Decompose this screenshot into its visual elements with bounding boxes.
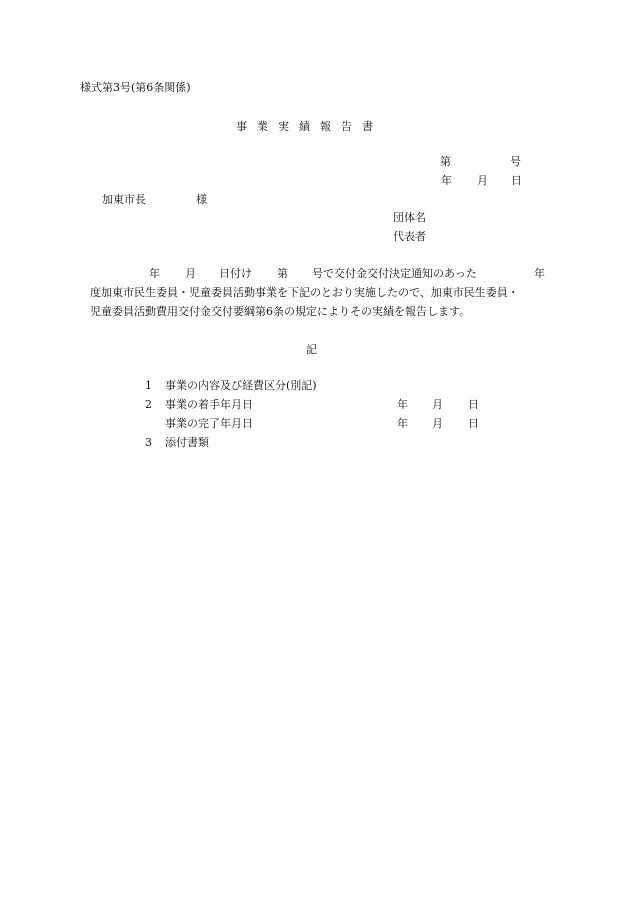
- rep-label: 代表者: [393, 230, 426, 243]
- item-text: 事業の内容及び経費区分(別記): [165, 379, 317, 392]
- item-number: 2: [145, 398, 152, 411]
- body-line2: 度加東市民生委員・児童委員活動事業を下記のとおり実施したので、加東市民生委員・: [90, 286, 519, 299]
- doc-number-prefix: 第: [440, 155, 451, 168]
- body-no-prefix: 第: [277, 267, 288, 280]
- date-year: 年: [441, 174, 452, 187]
- date-day: 日: [511, 174, 522, 187]
- date-month: 月: [477, 174, 488, 187]
- body-month: 月: [185, 267, 196, 280]
- item-number: 1: [145, 379, 152, 392]
- document-title: 事業実績報告書: [236, 120, 383, 133]
- item-text: 事業の完了年月日: [165, 417, 253, 430]
- body-dated: 日付け: [219, 267, 252, 280]
- body-year2: 年: [534, 267, 545, 280]
- item-text: 添付書類: [165, 436, 209, 449]
- org-label: 団体名: [393, 211, 426, 224]
- item-year: 年: [397, 417, 408, 430]
- item-number: 3: [145, 436, 152, 449]
- body-year: 年: [149, 267, 160, 280]
- doc-number-suffix: 号: [510, 155, 521, 168]
- ki-heading: 記: [306, 343, 317, 356]
- item-month: 月: [432, 398, 443, 411]
- addressee-honorific: 様: [196, 193, 207, 206]
- body-line1-rest: 号で交付金交付決定通知のあった: [312, 267, 477, 280]
- item-text: 事業の着手年月日: [165, 398, 253, 411]
- item-year: 年: [397, 398, 408, 411]
- item-month: 月: [432, 417, 443, 430]
- item-day: 日: [468, 417, 479, 430]
- item-day: 日: [468, 398, 479, 411]
- form-label: 様式第3号(第6条関係): [80, 81, 191, 94]
- addressee-name: 加東市長: [102, 193, 146, 206]
- body-line3: 児童委員活動費用交付金交付要綱第6条の規定によりその実績を報告します。: [90, 305, 471, 318]
